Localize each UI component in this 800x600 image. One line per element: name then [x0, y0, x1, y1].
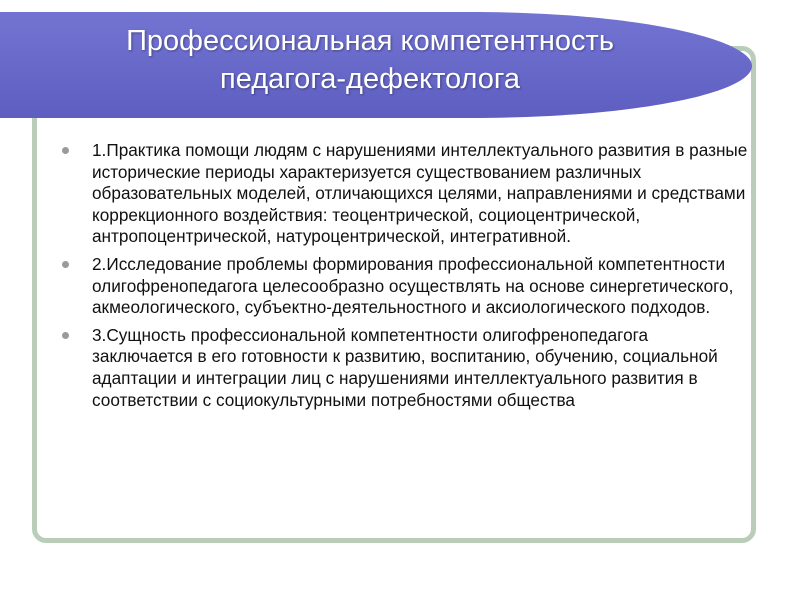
slide-title [40, 22, 700, 98]
list-item-text: 3.Сущность профессиональной компетентности олигофренопедагога заключается в его готовности к развитию, воспитанию, обучению, социальной адаптации и интеграции лиц с нарушениями интеллектуального развития в соответствии с социокультурными потребностями общества [92, 324, 718, 410]
bullet-dot-icon [62, 261, 69, 268]
list-item [60, 140, 748, 248]
bullet-list [60, 140, 748, 417]
list-item [60, 325, 748, 411]
title-line-2: педагога-дефектолога [220, 63, 520, 95]
list-item [60, 254, 748, 319]
title-line-1: Профессиональная компетентность [126, 25, 614, 57]
bullet-dot-icon [62, 147, 69, 154]
list-item-text: 1.Практика помощи людям с нарушениями интеллектуального развития в разные исторические периоды характеризуется существованием различных образовательных моделей, отличающихся целями, направлениями и средствами коррекционного воздействия: теоцентрической, социоцентрической, антропоцентрической, натуроцентрической, интегративной. [92, 140, 748, 247]
list-item-text: 2.Исследование проблемы формирования профессиональной компетентности олигофренопедагога целесообразно осуществлять на основе синергетического, акмеологического, субъектно-деятельностного и аксиологического подходов. [92, 253, 734, 318]
bullet-dot-icon [62, 332, 69, 339]
